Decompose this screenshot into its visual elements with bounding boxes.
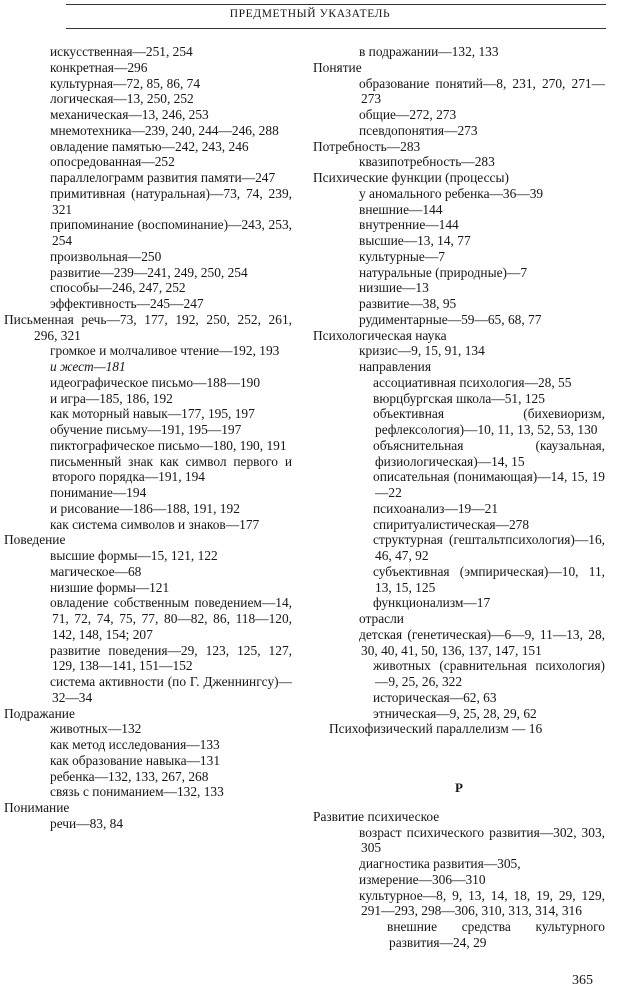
index-subentry: у аномального ребенка—36—39: [359, 185, 544, 201]
index-subentry: искусственная—251, 254: [50, 44, 193, 59]
index-subentry: развитие—239—241, 249, 250, 254: [50, 264, 248, 280]
index-subentry: спиритуалистическая—278: [373, 516, 530, 532]
index-subentry: направления: [359, 359, 432, 374]
index-subentry: детская (генетическая)—6—9, 11—13, 28, 30, 40, 41, 50, 136, 137, 147, 151: [359, 626, 605, 658]
index-subentry: письменный знак как символ первого и второго порядка—191, 194: [50, 453, 292, 485]
index-subentry: примитивная (натуральная)—73, 74, 239, 321: [50, 185, 292, 217]
index-heading: Письменная речь—73, 177, 192, 250, 252, 261, 296, 321: [4, 311, 292, 343]
index-subentry: как система символов и знаков—177: [50, 516, 260, 532]
index-subentry: низшие—13: [359, 280, 429, 296]
index-subentry: механическая—13, 246, 253: [50, 107, 209, 122]
index-subentry: структурная (гештальтпсихология)—16, 46, 47, 92: [373, 532, 605, 563]
index-subentry: параллелограмм развития памяти—247: [50, 170, 276, 185]
index-subentry: псевдопонятия—273: [359, 122, 478, 138]
index-subentry: описательная (понимающая)—14, 15, 19—22: [373, 469, 605, 500]
index-heading: Понятие: [313, 59, 362, 75]
index-subentry: развитие—38, 95: [359, 296, 457, 311]
index-subentry: измерение—306—310: [359, 871, 486, 887]
index-subentry: возраст психического развития—302, 303, 305: [359, 824, 605, 856]
index-subentry: низшие формы—121: [50, 579, 170, 595]
index-subentry: ребенка—132, 133, 267, 268: [50, 768, 209, 784]
index-subentry: внутренние—144: [359, 217, 459, 233]
index-subentry: и рисование—186—188, 191, 192: [50, 500, 240, 516]
right-column-entries: [313, 44, 605, 737]
index-subentry: пиктографическое письмо—180, 190, 191: [50, 437, 287, 453]
index-subentry: объяснительная (каузальная, физиологическая)—14, 15: [373, 437, 605, 469]
index-subentry: способы—246, 247, 252: [50, 280, 186, 296]
header-rule: [66, 4, 606, 5]
index-heading: Поведение: [4, 532, 66, 548]
index-subentry: общие—272, 273: [359, 107, 457, 122]
index-subentry: высшие—13, 14, 77: [359, 233, 471, 248]
index-subentry: связь с пониманием—132, 133: [50, 784, 224, 800]
index-subentry: произвольная—250: [50, 248, 162, 264]
index-subentry: речи—83, 84: [50, 815, 124, 831]
index-heading: Развитие психическое: [313, 808, 440, 824]
index-subentry: ассоциативная психология—28, 55: [373, 374, 572, 390]
index-subentry: в подражании—132, 133: [359, 44, 499, 59]
index-subentry: опосредованная—252: [50, 154, 175, 170]
index-subentry: и игра—185, 186, 192: [50, 390, 173, 406]
index-subentry: этническая—9, 25, 28, 29, 62: [373, 705, 537, 721]
index-subentry: система активности (по Г. Дженнингсу)—32—34: [50, 674, 292, 705]
index-subentry: кризис—9, 15, 91, 134: [359, 343, 485, 359]
index-subentry: субъективная (эмпирическая)—10, 11, 13, 15, 125: [373, 563, 605, 595]
index-subentry: эффективность—245—247: [50, 296, 204, 311]
index-subentry: логическая—13, 250, 252: [50, 91, 194, 107]
index-subentry: животных (сравнительная психология)—9, 25, 26, 322: [373, 658, 605, 689]
index-subentry: рудиментарные—59—65, 68, 77: [359, 311, 542, 327]
index-subentry: и жест—181: [50, 359, 126, 374]
index-subentry: объективная (бихевиоризм, рефлексология)—10, 11, 13, 52, 53, 130: [373, 406, 605, 437]
index-subentry: диагностика развития—305,: [359, 856, 521, 871]
index-heading: Потребность—283: [313, 138, 421, 154]
section-letter: Р: [455, 780, 463, 795]
page-number: 365: [572, 973, 593, 988]
section-r-entries: [313, 809, 605, 951]
index-subentry: натуральные (природные)—7: [359, 264, 528, 280]
index-subentry: культурная—72, 85, 86, 74: [50, 75, 201, 91]
index-subentry: как моторный навык—177, 195, 197: [50, 406, 255, 422]
section-gap: [313, 737, 605, 780]
index-subentry: магическое—68: [50, 563, 142, 579]
index-subentry: мнемотехника—239, 240, 244—246, 288: [50, 122, 279, 138]
index-subentry: культурное—8, 9, 13, 14, 18, 19, 29, 129, 291—293, 298—306, 310, 313, 314, 316: [359, 887, 605, 919]
right-column: [313, 44, 605, 951]
index-subentry: высшие формы—15, 121, 122: [50, 548, 218, 563]
index-subentry: культурные—7: [359, 248, 445, 264]
index-subentry: как образование навыка—131: [50, 752, 221, 768]
index-subentry: идеографическое письмо—188—190: [50, 374, 261, 390]
index-subentry: овладение собственным поведением—14, 71, 72, 74, 75, 77, 80—82, 86, 118—120, 142, 148, 154; 207: [50, 595, 292, 642]
index-subentry: обучение письму—191, 195—197: [50, 422, 242, 437]
index-subentry: конкретная—296: [50, 59, 148, 75]
index-subentry: животных—132: [50, 721, 142, 737]
index-subentry: понимание—194: [50, 485, 147, 500]
header-underline: [66, 28, 606, 29]
index-subentry: отрасли: [359, 611, 404, 626]
index-heading: Психические функции (процессы): [313, 170, 509, 185]
index-subentry: вюрцбургская школа—51, 125: [373, 390, 545, 406]
left-column: [4, 44, 292, 832]
page-header: ПРЕДМЕТНЫЙ УКАЗАТЕЛЬ: [229, 8, 391, 20]
index-subentry: овладение памятью—242, 243, 246: [50, 138, 249, 154]
index-subentry: развитие поведения—29, 123, 125, 127, 129, 138—141, 151—152: [50, 642, 292, 674]
index-heading: Понимание: [4, 800, 70, 815]
index-subentry: внешние—144: [359, 201, 443, 217]
index-subentry: как метод исследования—133: [50, 737, 220, 752]
index-subentry: громкое и молчаливое чтение—192, 193: [50, 343, 280, 359]
index-subentry: припоминание (воспоминание)—243, 253, 254: [50, 217, 292, 248]
index-heading: Психологическая наука: [313, 327, 447, 343]
index-subentry: образование понятий—8, 231, 270, 271—273: [359, 75, 605, 107]
index-subentry: психоанализ—19—21: [373, 500, 499, 516]
index-subentry: квазипотребность—283: [359, 154, 495, 170]
index-heading: Психофизический параллелизм — 16: [329, 721, 543, 737]
index-subentry: функционализм—17: [373, 595, 491, 611]
index-heading: Подражание: [4, 705, 75, 721]
index-subentry: внешние средства культурного развития—24, 29: [387, 919, 605, 950]
index-subentry: историческая—62, 63: [373, 689, 497, 705]
